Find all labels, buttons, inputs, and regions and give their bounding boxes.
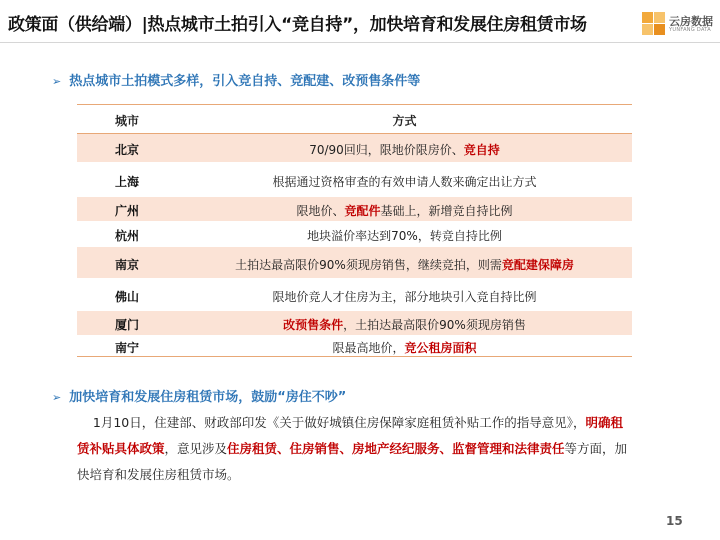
title-divider (0, 42, 720, 43)
table-bottom-rule (77, 356, 632, 357)
method-text: ，土拍达最高限价90%须现房销售 (343, 318, 526, 332)
method-text: 限地价竞人才住房为主，部分地块引入竞自持比例 (272, 290, 537, 304)
city-cell: 南宁 (114, 341, 139, 355)
page-number: 15 (666, 514, 683, 528)
highlighted-term: 竞自持 (463, 143, 500, 157)
highlighted-term: 明确租赁补贴具体政策 (77, 415, 624, 456)
table-row (77, 336, 632, 356)
method-cell (177, 202, 632, 219)
method-text: 地块溢价率达到70%，转竞自持比例 (307, 229, 502, 243)
city-cell: 上海 (114, 175, 139, 189)
city-cell: 北京 (114, 143, 139, 157)
highlighted-term: 住房租赁、住房销售、房地产经纪服务、监督管理和法律责任 (227, 441, 565, 456)
bullet-arrow-icon: ➢ (52, 75, 62, 88)
logo-icon (641, 11, 667, 37)
method-cell (177, 288, 632, 305)
bullet-text: 加快培育和发展住房租赁市场，鼓励“房住不吵” (69, 390, 347, 405)
city-cell: 佛山 (114, 290, 139, 304)
method-text: 根据通过资格审查的有效申请人数来确定出让方式 (272, 175, 537, 189)
method-text: 土拍达最高限价90%须现房销售，继续竞拍，则需 (235, 258, 502, 272)
city-cell: 厦门 (114, 318, 139, 332)
method-text: 限地价、 (296, 204, 345, 218)
city-cell: 杭州 (114, 229, 139, 243)
logo-subtext: YUNFANG DATA (669, 27, 711, 33)
highlighted-term: 竞配建保障房 (501, 258, 574, 272)
column-header-method: 方式 (392, 114, 417, 128)
method-text: 限最高地价， (332, 341, 405, 355)
highlighted-term: 竞公租房面积 (404, 341, 477, 355)
table-row (77, 222, 632, 247)
method-cell (177, 256, 632, 273)
method-text: 70/90回归，限地价限房价、 (309, 143, 464, 157)
logo-text: 云房数据 (669, 15, 713, 28)
table-row (77, 134, 632, 163)
city-cell: 南京 (114, 258, 139, 272)
highlighted-term: 改预售条件 (283, 318, 344, 332)
bullet-text: 热点城市土拍模式多样，引入竞自持、竞配建、改预售条件等 (69, 74, 421, 89)
table-row (77, 279, 632, 311)
method-cell (177, 173, 632, 190)
table-row (77, 311, 632, 336)
paragraph-indent (77, 415, 93, 430)
paragraph-text: 1月10日，住建部、财政部印发《关于做好城镇住房保障家庭租赁补贴工作的指导意见》， (92, 415, 586, 430)
slide-title: 政策面（供给端）|热点城市土拍引入“竞自持”，加快培育和发展住房租赁市场 (8, 15, 587, 35)
method-cell (177, 316, 632, 333)
column-header-city: 城市 (114, 114, 139, 128)
highlighted-term: 竞配件 (344, 204, 381, 218)
table-row (77, 197, 632, 222)
bullet-arrow-icon: ➢ (52, 391, 62, 404)
paragraph-text: 等方面，加快培育和发展住房租赁市场。 (77, 441, 628, 482)
table-row (77, 247, 632, 279)
company-logo (641, 11, 713, 37)
method-text: 基础上，新增竞自持比例 (380, 204, 513, 218)
method-cell (177, 339, 632, 356)
method-cell (177, 141, 632, 158)
section-bullet-land-auction (52, 70, 420, 89)
section-bullet-rental-market (52, 386, 346, 405)
table-row (77, 163, 632, 197)
policy-paragraph (77, 410, 632, 488)
method-cell (177, 227, 632, 244)
table-header (77, 104, 632, 134)
paragraph-text: ，意见涉及 (164, 441, 228, 456)
city-cell: 广州 (114, 204, 139, 218)
